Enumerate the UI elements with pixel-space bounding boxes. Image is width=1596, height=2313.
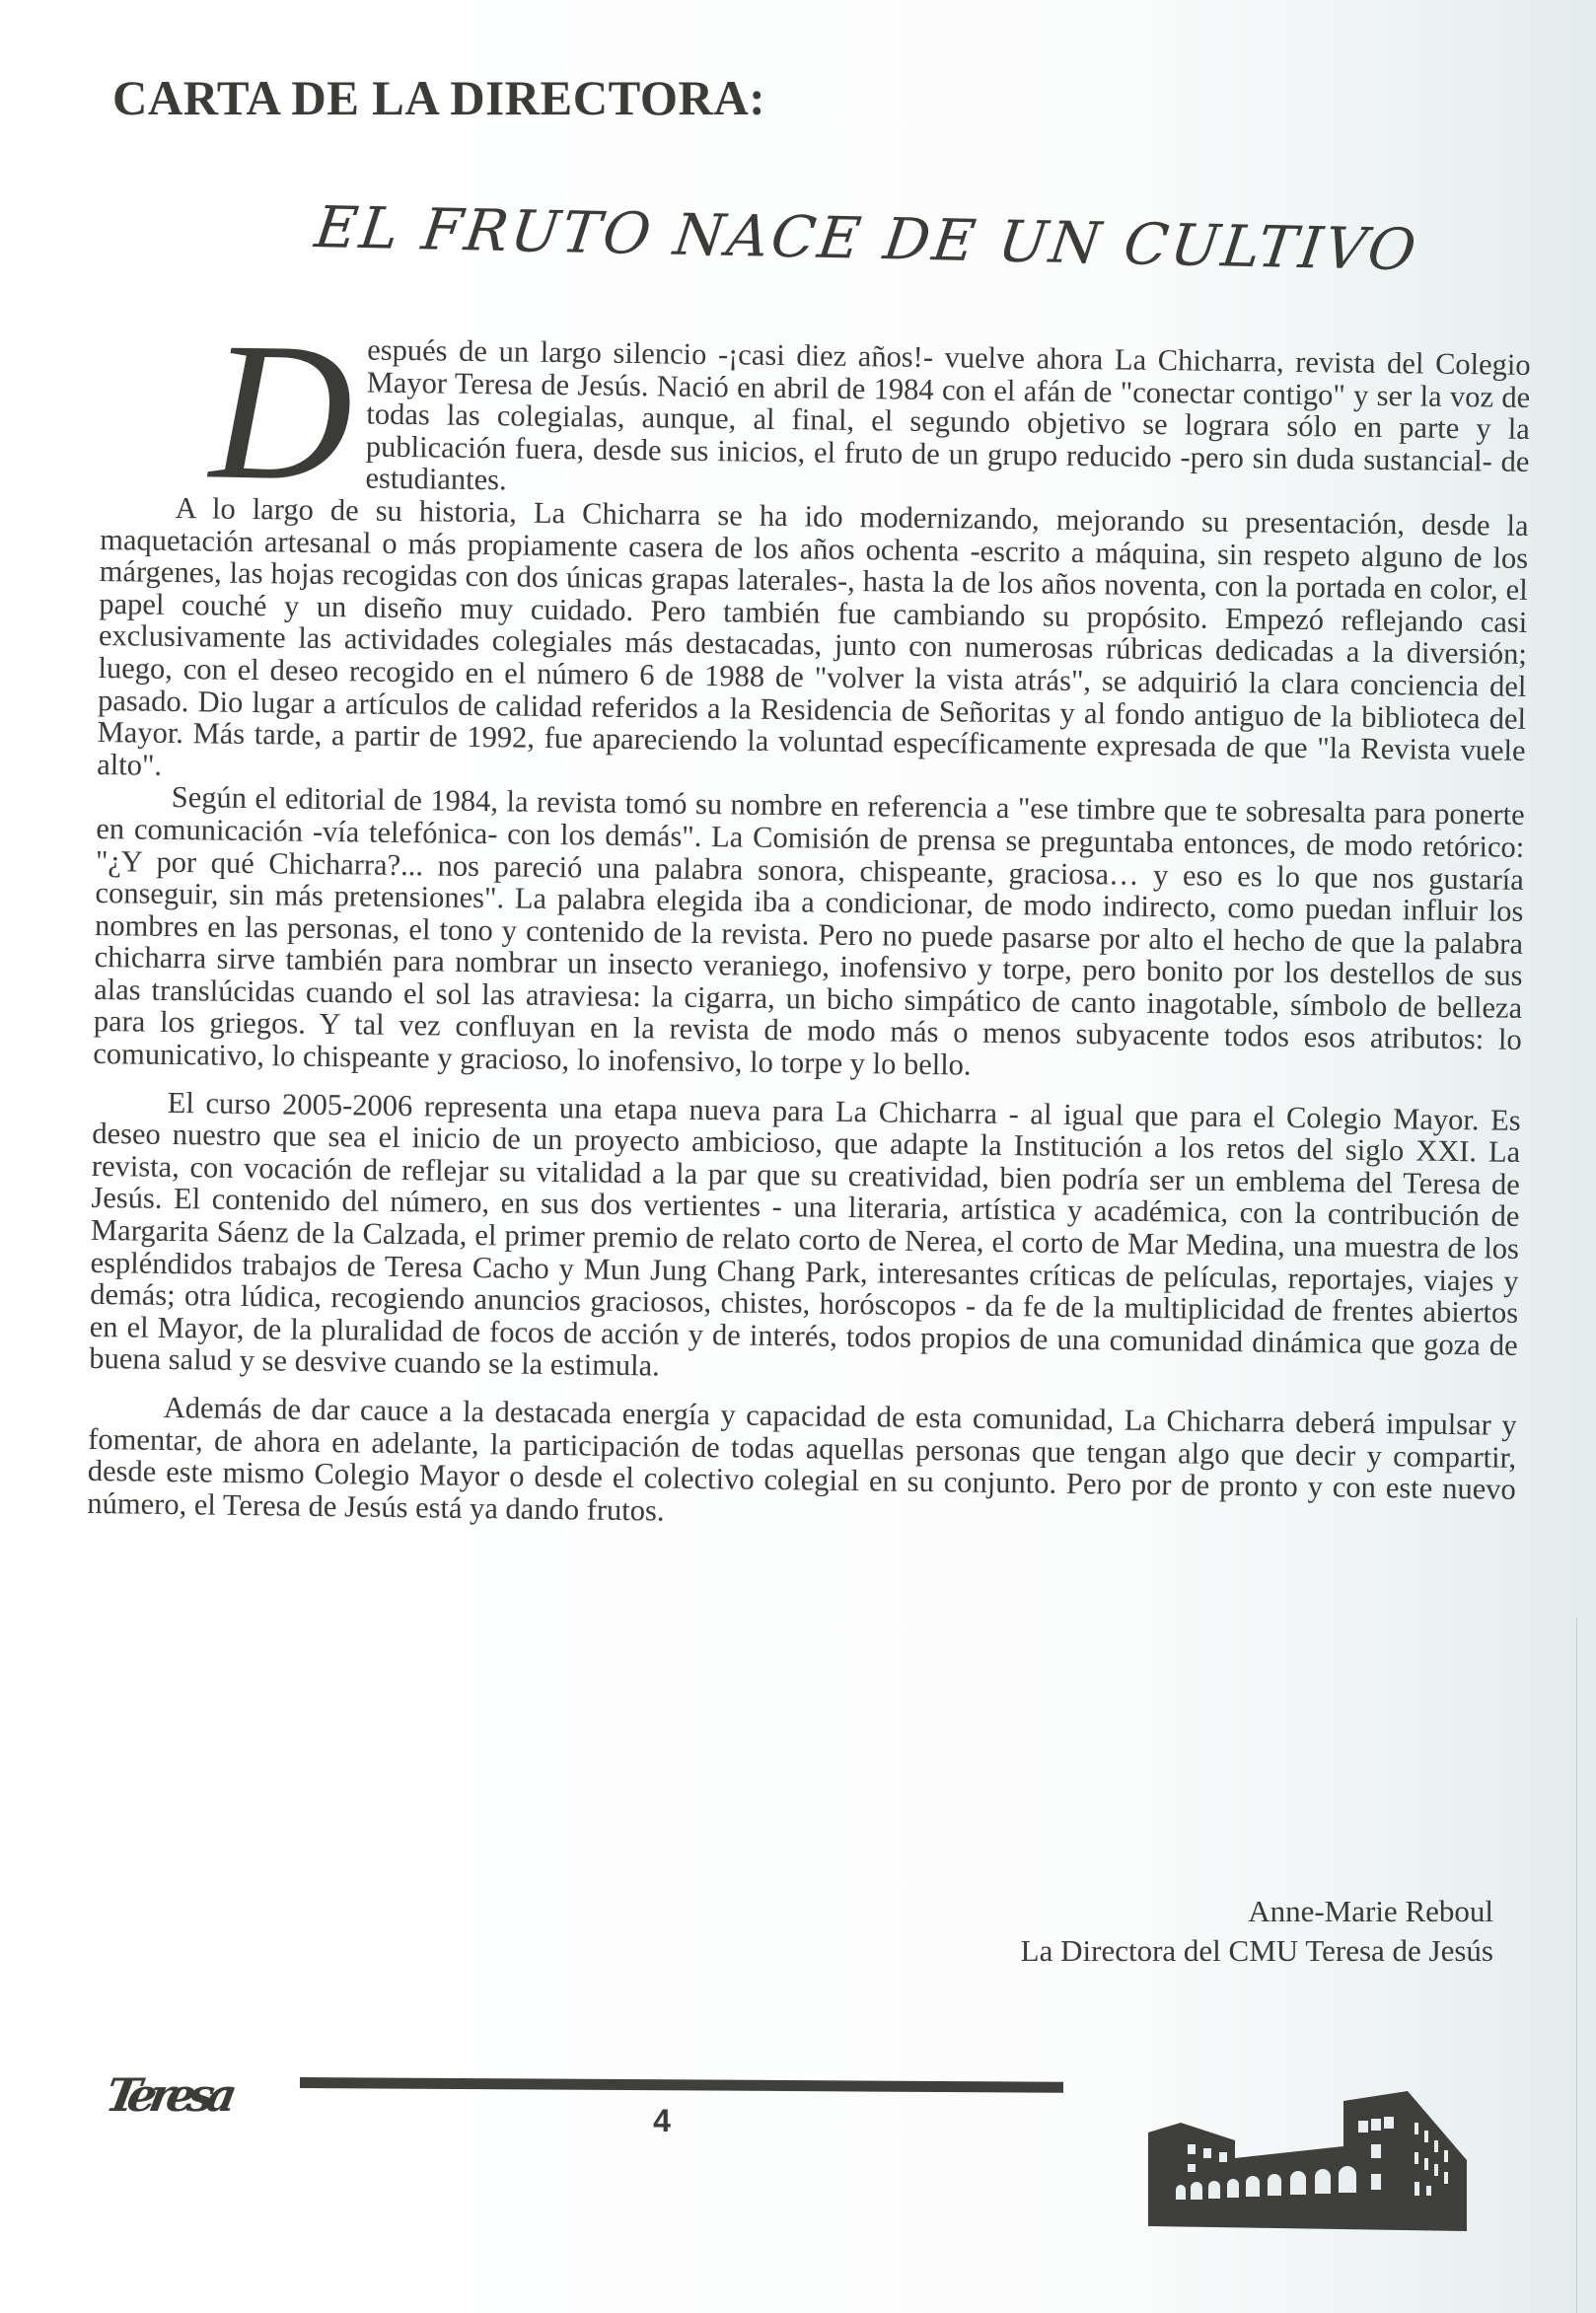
paragraph-4: El curso 2005-2006 representa una etapa nueva para La Chicharra - al igual que para el Colegio Mayor. Es deseo nuestro que sea el inicio de un proyecto ambicioso, que adapte la Institución a los retos del siglo XXI. La revista, con vocación de reflejar su vitalidad a la par que su creatividad, bien podría ser un emblema del Teresa de Jesús. El contenido del número, en sus dos vertientes - una literaria, artística y académica, con la contribución de Margarita Sáenz de la Calzada, el primer premio de relato corto de Nerea, el corto de Mar Medina, una muestra de los espléndidos trabajos de Teresa Cacho y Mun Jung Chang Park, interesantes críticas de películas, reportajes, viajes y demás; otra lúdica, recogiendo anuncios graciosos, chistes, horóscopos - da fe de la multiplicidad de frentes abiertos en el Mayor, de la pluralidad de focos de acción y de interés, todos propios de una comunidad dinámica que goza de buena salud y se desvive cuando se la estimula. bbox=[89, 1085, 1521, 1383]
logo-text: Teresa bbox=[102, 2067, 242, 2122]
teresa-logo-icon bbox=[102, 2061, 247, 2122]
paragraph-1 bbox=[101, 302, 1531, 523]
paragraph-3: Según el editorial de 1984, la revista tomó su nombre en referencia a "ese timbre que te sobresalta para ponerte en comunicación -vía telefónica- con los demás". La Comisión de prensa se preguntaba entonces, de modo retórico: "¿Y por qué Chicharra?... nos pareció una palabra sonora, chispeante, graciosa… y eso es lo que nos gustaría conseguir, sin más pretensiones". La palabra elegida iba a condicionar, de modo indirecto, como puedan influir los nombres en las personas, el tono y contenido de la revista. Pero no puede pasarse por alto el hecho de que la palabra chicharra sirve también para nombrar un insecto veraniego, inofensivo y torpe, pero bonito por los destellos de sus alas translúcidas cuando el sol las atraviesa: la cigarra, un bicho simpático de canto inagotable, símbolo de belleza para los griegos. Y tal vez confluyan en la revista de modo más o menos subyacente todos esos atributos: lo comunicativo, lo chispeante y gracioso, lo inofensivo, lo torpe y lo bello. bbox=[93, 780, 1525, 1082]
paragraph-1-text: espués de un largo silencio -¡casi diez años!- vuelve ahora La Chicharra, revista del Colegio Mayor Teresa de Jesús. Nació en abril de 1984 con el afán de "conectar contigo" y ser la voz de todas las colegialas, aunque, al final, el segundo objetivo se lograra sólo en parte y la publicación fuera, desde sus inicios, el fruto de un grupo reducido -pero sin duda sustancial- de estudiantes. bbox=[365, 332, 1531, 497]
footer-rule bbox=[300, 2077, 1063, 2093]
paragraph-5: Además de dar cauce a la destacada energía y capacidad de esta comunidad, La Chicharra deberá impulsar y fomentar, de ahora en adelante, la participación de todas aquellas personas que tengan algo que decir y compartir, desde este mismo Colegio Mayor o desde el colectivo colegial en su conjunto. Pero por de pronto y con este nuevo número, el Teresa de Jesús está ya dando frutos. bbox=[87, 1390, 1517, 1528]
building-silhouette-icon bbox=[1146, 2083, 1472, 2241]
signature-block bbox=[1021, 1892, 1493, 1971]
section-title: CARTA DE LA DIRECTORA: bbox=[112, 70, 766, 125]
building-shape bbox=[1148, 2091, 1467, 2231]
drop-cap: D bbox=[208, 302, 354, 523]
signature-name: Anne-Marie Reboul bbox=[1248, 1894, 1493, 1928]
paragraph-2: A lo largo de su historia, La Chicharra se ha ido modernizando, mejorando su presentación, desde la maquetación artesanal o más propiamente casera de los años ochenta -escrito a máquina, sin respeto alguno de los márgenes, las hojas recogidas con dos únicas grapas laterales-, hasta la de los años noventa, con la portada en color, el papel couché y un diseño muy cuidado. Pero también fue cambiando su propósito. Empezó reflejando casi exclusivamente las actividades colegiales más destacadas, junto con numerosas rúbricas dedicadas a la diversión; luego, con el deseo recogido en el número 6 de 1988 de "volver la vista atrás", se adquirió la clara conciencia del pasado. Dio lugar a artículos de calidad referidos a la Residencia de Señoritas y al fondo antiguo de la biblioteca del Mayor. Más tarde, a partir de 1992, fue apareciendo la voluntad específicamente expresada de que "la Revista vuele alto". bbox=[97, 490, 1529, 782]
article-headline: EL FRUTO NACE DE UN CULTIVO bbox=[311, 193, 1422, 284]
article-body bbox=[87, 302, 1531, 1538]
page-edge bbox=[1576, 1618, 1577, 2313]
page-number: 4 bbox=[653, 2103, 671, 2138]
signature-role: La Directora del CMU Teresa de Jesús bbox=[1020, 1933, 1493, 1968]
